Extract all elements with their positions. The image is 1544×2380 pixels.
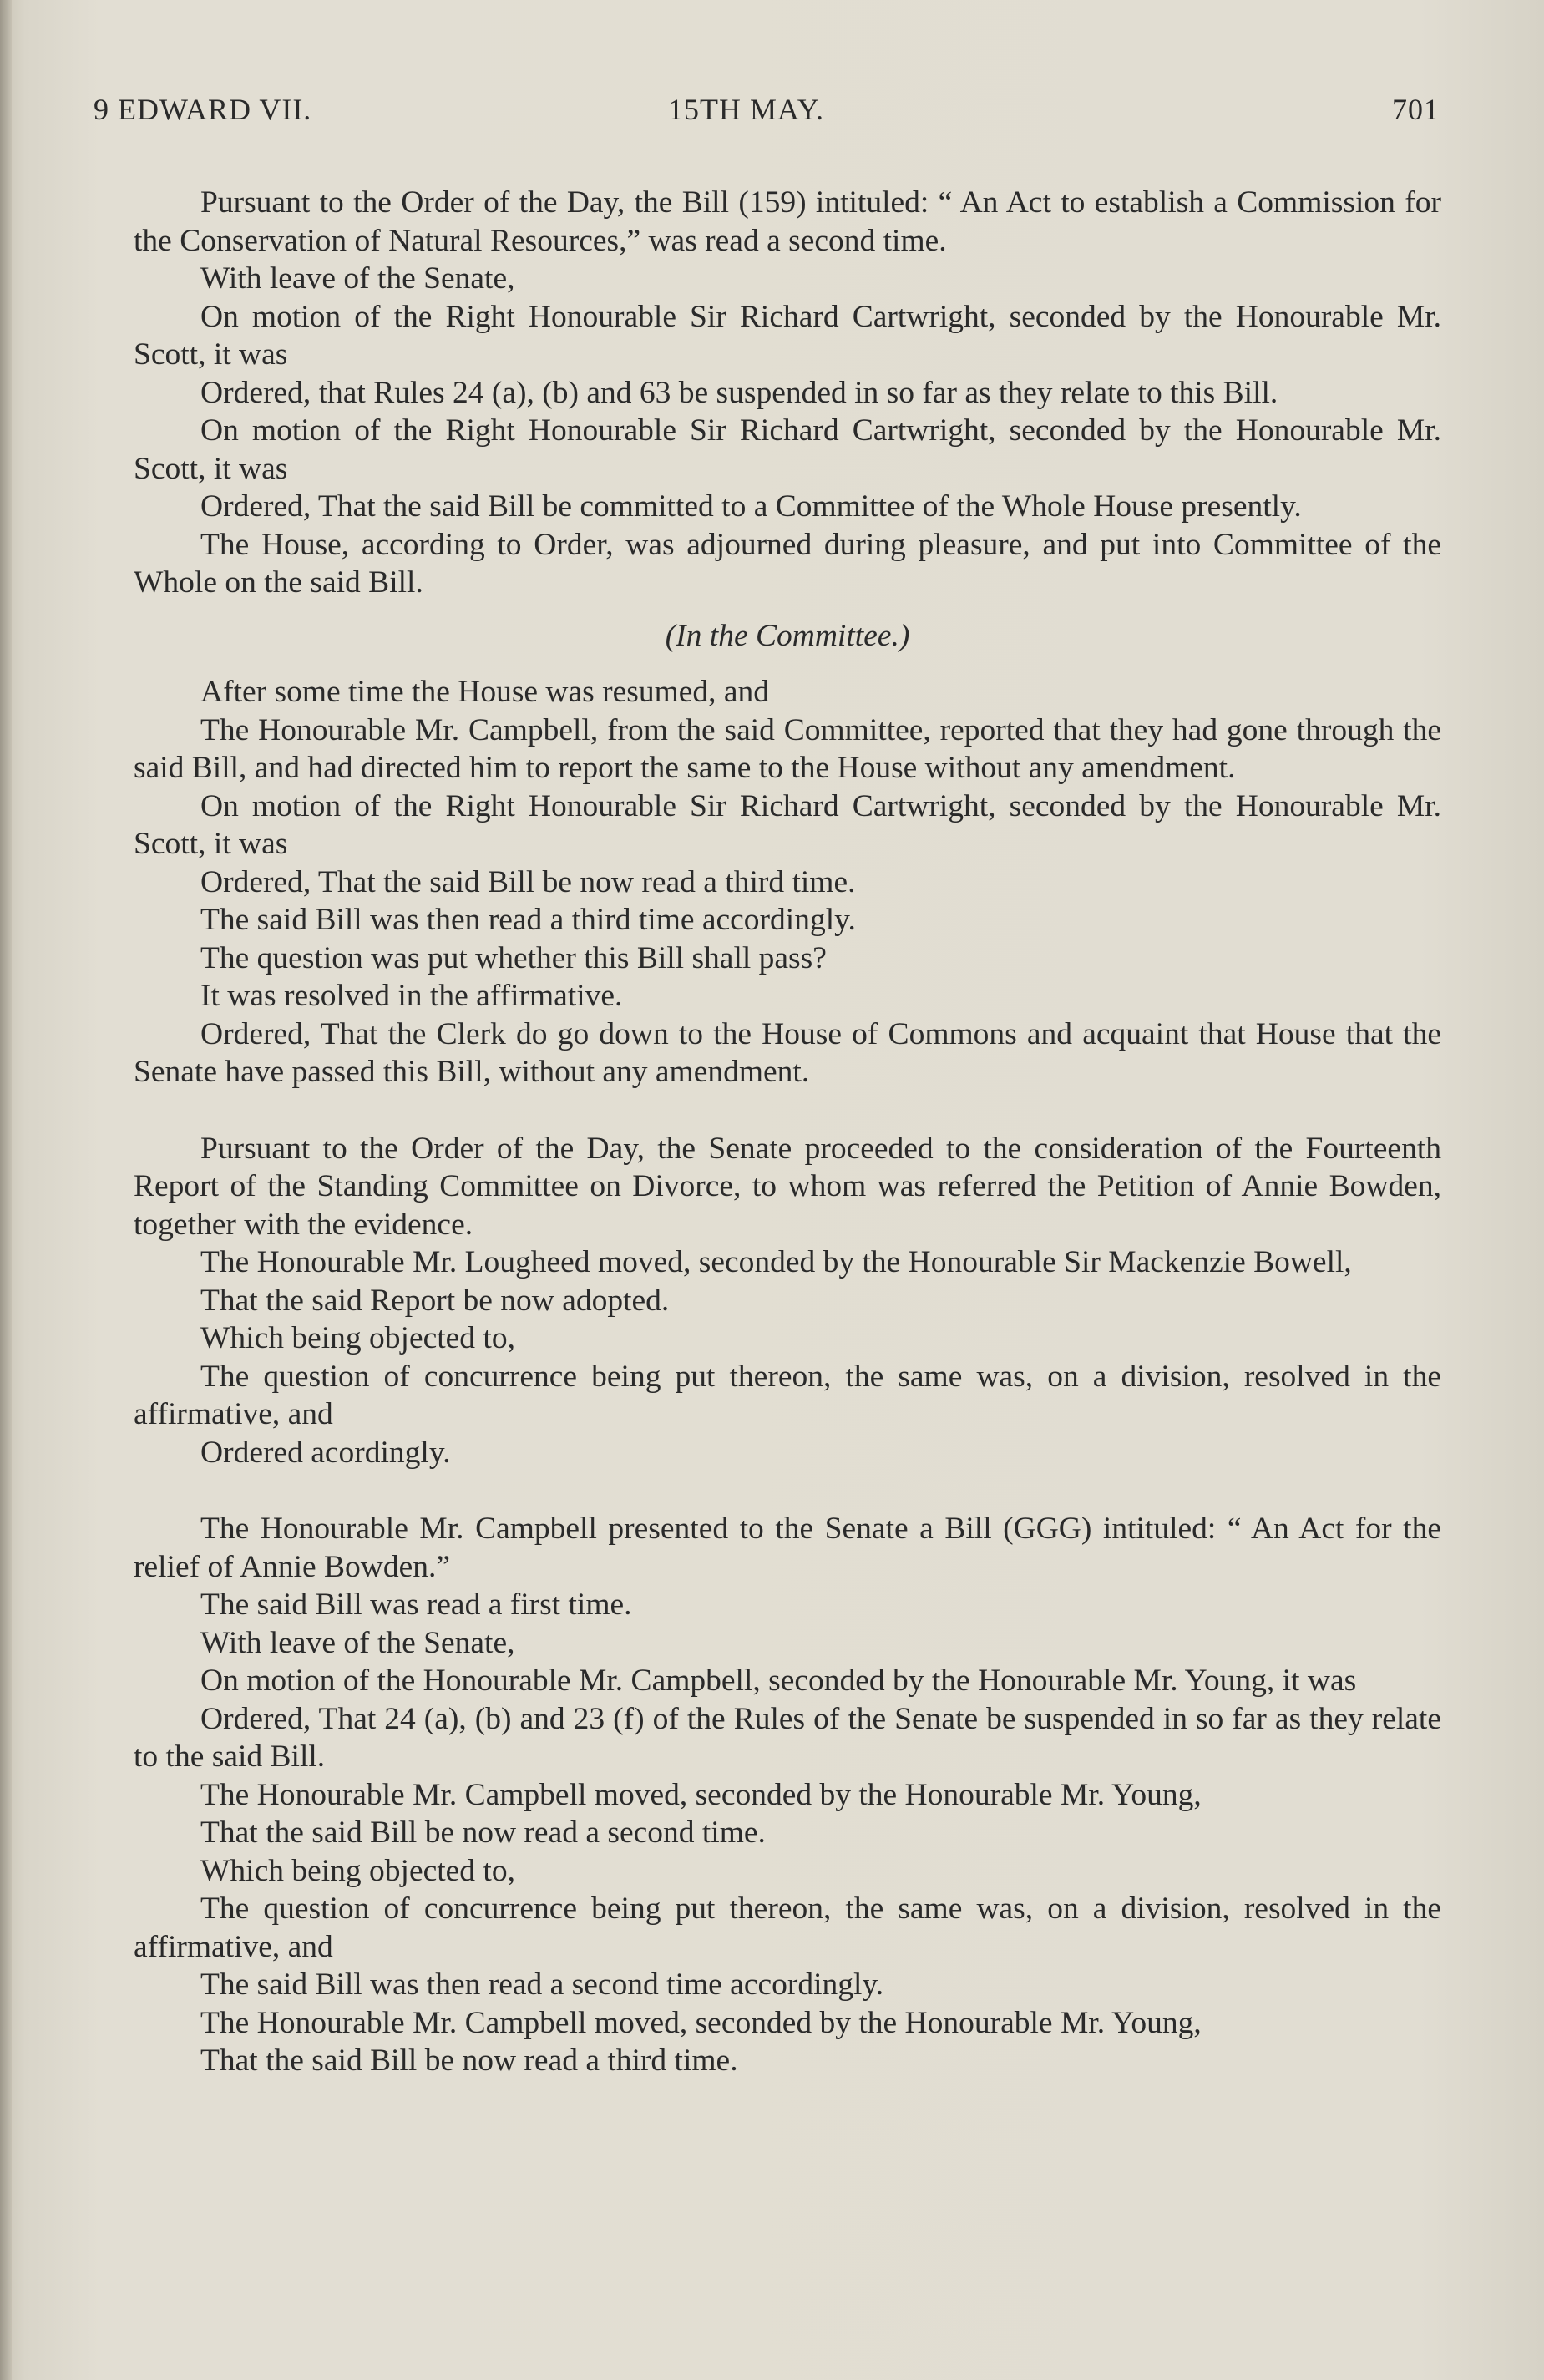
journal-paragraph: Pursuant to the Order of the Day, the Bill (159) intituled: “ An Act to establish a Commission for the Conservation of Natural Resources,” was read a second time. [134, 185, 1441, 258]
journal-paragraph: After some time the House was resumed, and [200, 675, 770, 709]
page-number: 701 [1392, 93, 1440, 126]
section-gap [134, 1471, 1441, 1510]
journal-paragraph: The Honourable Mr. Campbell presented to the Senate a Bill (GGG) intituled: “ An Act for the relief of Annie Bowden.” [134, 1512, 1441, 1584]
journal-body [134, 184, 1441, 2080]
journal-paragraph: It was resolved in the affirmative. [200, 979, 623, 1013]
journal-paragraph: The Honourable Mr. Lougheed moved, seconded by the Honourable Sir Mackenzie Bowell, [200, 1245, 1352, 1279]
journal-paragraph: On motion of the Right Honourable Sir Richard Cartwright, seconded by the Honourable Mr. Scott, it was [134, 788, 1441, 861]
journal-paragraph: The said Bill was read a first time. [200, 1588, 632, 1622]
journal-paragraph: On motion of the Right Honourable Sir Richard Cartwright, seconded by the Honourable Mr. Scott, it was [134, 413, 1441, 486]
journal-paragraph: With leave of the Senate, [200, 1625, 515, 1660]
journal-paragraph: The House, according to Order, was adjourned during pleasure, and put into Committee of the Whole on the said Bill. [134, 527, 1441, 600]
journal-paragraph: That the said Bill be now read a second time. [200, 1815, 766, 1850]
binding-gutter [0, 0, 12, 2380]
committee-heading: (In the Committee.) [665, 618, 910, 653]
journal-paragraph: Ordered, That 24 (a), (b) and 23 (f) of the Rules of the Senate be suspended in so far as they relate to the said Bill. [134, 1701, 1441, 1774]
journal-paragraph: Which being objected to, [200, 1853, 515, 1888]
journal-paragraph: Which being objected to, [200, 1321, 515, 1355]
journal-paragraph: Ordered, that Rules 24 (a), (b) and 63 be suspended in so far as they relate to this Bill. [200, 375, 1278, 410]
journal-paragraph: The question of concurrence being put thereon, the same was, on a division, resolved in the affirmative, and [134, 1891, 1441, 1964]
header-regnal-year: 9 EDWARD VII. [94, 93, 312, 126]
journal-paragraph: The question was put whether this Bill shall pass? [200, 940, 827, 975]
header-date: 15TH MAY. [668, 93, 825, 126]
journal-paragraph: Ordered acordingly. [200, 1435, 451, 1470]
journal-paragraph: With leave of the Senate, [200, 261, 515, 296]
journal-paragraph: That the said Bill be now read a third time. [200, 2043, 738, 2078]
journal-paragraph: On motion of the Right Honourable Sir Richard Cartwright, seconded by the Honourable Mr. Scott, it was [134, 299, 1441, 372]
journal-paragraph: Ordered, That the Clerk do go down to the House of Commons and acquaint that House that the Senate have passed this Bill, without any amendment. [134, 1016, 1441, 1089]
journal-paragraph: Pursuant to the Order of the Day, the Senate proceeded to the consideration of the Fourteenth Report of the Standing Committee on Divorce, to whom was referred the Petition of Annie Bowden, together with the evidence. [134, 1131, 1441, 1242]
journal-paragraph: On motion of the Honourable Mr. Campbell, seconded by the Honourable Mr. Young, it was [200, 1663, 1357, 1698]
journal-paragraph: That the said Report be now adopted. [200, 1283, 670, 1318]
journal-paragraph: Ordered, That the said Bill be committed to a Committee of the Whole House presently. [200, 489, 1302, 524]
journal-paragraph: The Honourable Mr. Campbell moved, seconded by the Honourable Mr. Young, [200, 1777, 1202, 1812]
journal-paragraph: The Honourable Mr. Campbell moved, seconded by the Honourable Mr. Young, [200, 2005, 1202, 2040]
journal-paragraph: Ordered, That the said Bill be now read a third time. [200, 864, 856, 899]
running-header [94, 92, 1440, 134]
journal-paragraph: The said Bill was then read a third time accordingly. [200, 903, 856, 937]
section-gap [134, 1091, 1441, 1130]
journal-paragraph: The question of concurrence being put thereon, the same was, on a division, resolved in the affirmative, and [134, 1359, 1441, 1431]
journal-paragraph: The said Bill was then read a second time accordingly. [200, 1967, 884, 2002]
journal-paragraph: The Honourable Mr. Campbell, from the said Committee, reported that they had gone through the said Bill, and had directed him to report the same to the House without any amendment. [134, 712, 1441, 785]
